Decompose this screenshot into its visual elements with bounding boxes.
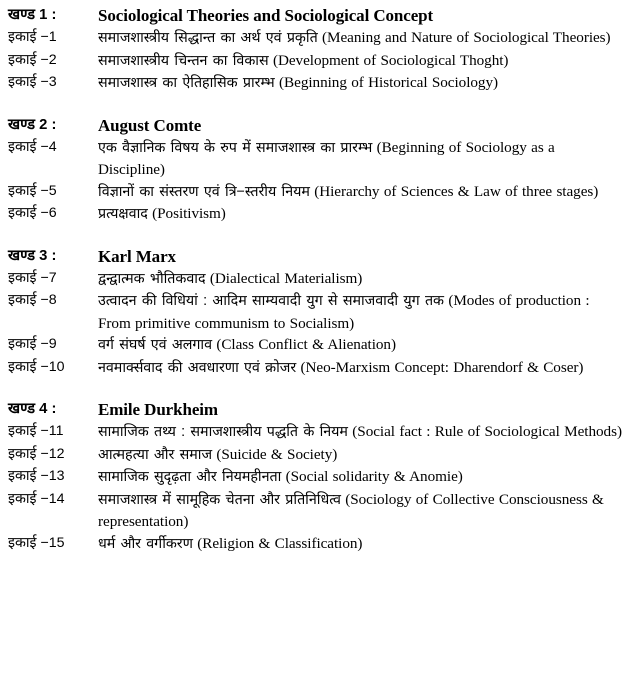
unit-label xyxy=(8,50,98,72)
unit-content xyxy=(98,268,626,291)
unit-title-english: (Positivism) xyxy=(152,205,226,222)
unit-content xyxy=(98,50,626,73)
unit-title-hindi: सामाजिक तथ्य : समाजशास्त्रीय पद्धति के नियम xyxy=(98,424,348,440)
unit-title-english: (Beginning of Sociology as a Discipline) xyxy=(98,138,555,178)
unit-label xyxy=(8,290,98,312)
unit-row xyxy=(8,466,626,489)
unit-title-hindi: विज्ञानों का संस्तरण एवं त्रि−स्तरीय नियम xyxy=(98,183,310,200)
unit-label xyxy=(8,72,98,94)
block-label-text: खण्ड 1 : xyxy=(8,7,57,23)
block-label xyxy=(8,398,98,421)
syllabus-block-list xyxy=(8,4,626,555)
unit-row xyxy=(8,137,626,181)
unit-label-text: इकाई −14 xyxy=(8,490,65,507)
syllabus-block xyxy=(8,398,626,555)
unit-label xyxy=(8,334,98,356)
unit-title-hindi: वर्ग संघर्ष एवं अलगाव xyxy=(98,337,212,353)
unit-title-english: (Hierarchy of Sciences & Law of three stages) xyxy=(314,182,599,200)
unit-row xyxy=(8,268,626,291)
unit-title-english: (Social fact : Rule of Sociological Methods) xyxy=(352,423,622,440)
block-title: August Comte xyxy=(98,115,202,135)
unit-label xyxy=(8,203,98,225)
syllabus-block xyxy=(8,245,626,380)
unit-label-text: इकाई −6 xyxy=(8,205,57,221)
unit-row xyxy=(8,181,626,204)
unit-row xyxy=(8,203,626,226)
unit-label xyxy=(8,268,98,290)
block-title: Sociological Theories and Sociological Concept xyxy=(98,6,434,25)
unit-title-hindi: उत्वादन की विधियां : आदिम साम्यवादी युग से समाजवादी युग तक xyxy=(98,293,444,309)
unit-label-text: इकाई −11 xyxy=(8,423,64,439)
unit-title-hindi: आत्महत्या और समाज xyxy=(98,446,213,463)
unit-label xyxy=(8,421,98,443)
unit-content xyxy=(98,290,626,334)
unit-title-english: (Modes of production : From primitive communism to Socialism) xyxy=(98,292,590,332)
unit-title-english: (Neo-Marxism Concept: Dharendorf & Coser) xyxy=(300,358,584,376)
block-label-text: खण्ड 4 : xyxy=(8,401,57,417)
unit-title-english: (Meaning and Nature of Sociological Theories) xyxy=(322,29,611,46)
block-label-text: खण्ड 3 : xyxy=(8,247,57,264)
block-label xyxy=(8,245,98,268)
unit-label-text: इकाई −3 xyxy=(8,74,57,90)
unit-title-english: (Beginning of Historical Sociology) xyxy=(279,74,499,91)
unit-label xyxy=(8,137,98,159)
block-label xyxy=(8,4,98,27)
unit-title-english: (Sociology of Collective Consciousness & representation) xyxy=(98,490,604,530)
unit-content xyxy=(98,421,626,444)
unit-title-hindi: नवमार्क्सवाद की अवधारणा एवं क्रोजर xyxy=(98,359,297,376)
unit-label xyxy=(8,357,98,379)
syllabus-block xyxy=(8,4,626,95)
block-heading-row xyxy=(8,398,626,421)
unit-label-text: इकाई −5 xyxy=(8,182,57,199)
unit-title-hindi: समाजशास्त्रीय सिद्धान्त का अर्थ एवं प्रकृति xyxy=(98,30,318,46)
unit-label-text: इकाई −15 xyxy=(8,534,65,551)
unit-label xyxy=(8,181,98,203)
unit-row xyxy=(8,50,626,73)
unit-title-hindi: धर्म और वर्गीकरण xyxy=(98,535,193,552)
unit-label xyxy=(8,27,98,49)
block-heading-row xyxy=(8,114,626,137)
unit-title-hindi: सामाजिक सुदृढ़ता और नियमहीनता xyxy=(98,469,282,485)
unit-row xyxy=(8,72,626,95)
block-title: Karl Marx xyxy=(98,246,176,266)
unit-label xyxy=(8,533,98,555)
syllabus-block xyxy=(8,114,626,226)
unit-title-english: (Religion & Classification) xyxy=(197,534,363,552)
unit-row xyxy=(8,290,626,334)
unit-title-hindi: एक वैज्ञानिक विषय के रुप में समाजशास्त्र का प्रारम्भ xyxy=(98,139,373,156)
unit-row xyxy=(8,533,626,556)
unit-content xyxy=(98,181,626,204)
unit-label-text: इकाई −8 xyxy=(8,292,57,308)
block-label xyxy=(8,114,98,137)
unit-content xyxy=(98,203,626,226)
unit-label xyxy=(8,489,98,511)
unit-title-hindi: प्रत्यक्षवाद xyxy=(98,206,148,222)
unit-content xyxy=(98,466,626,489)
unit-title-hindi: समाजशास्त्र का ऐतिहासिक प्रारम्भ xyxy=(98,75,275,91)
unit-row xyxy=(8,444,626,467)
unit-row xyxy=(8,357,626,380)
unit-label-text: इकाई −7 xyxy=(8,269,57,286)
unit-content xyxy=(98,533,626,556)
unit-title-english: (Dialectical Materialism) xyxy=(209,269,363,287)
unit-label xyxy=(8,466,98,488)
block-heading-row xyxy=(8,4,626,27)
unit-label-text: इकाई −10 xyxy=(8,358,65,375)
unit-content xyxy=(98,357,626,380)
unit-content xyxy=(98,334,626,357)
unit-content xyxy=(98,27,626,50)
unit-title-english: (Suicide & Society) xyxy=(216,445,338,463)
unit-content xyxy=(98,137,626,181)
unit-row xyxy=(8,27,626,50)
unit-row xyxy=(8,489,626,533)
unit-content xyxy=(98,444,626,467)
unit-title-english: (Development of Sociological Thoght) xyxy=(272,51,509,69)
unit-title-hindi: समाजशास्त्रीय चिन्तन का विकास xyxy=(98,52,269,69)
unit-label xyxy=(8,444,98,466)
block-label-text: खण्ड 2 : xyxy=(8,116,57,133)
unit-row xyxy=(8,334,626,357)
unit-label-text: इकाई −1 xyxy=(8,29,57,45)
unit-label-text: इकाई −2 xyxy=(8,51,57,68)
unit-title-hindi: समाजशास्त्र में सामूहिक चेतना और प्रतिनिधित्व xyxy=(98,491,341,508)
unit-row xyxy=(8,421,626,444)
unit-label-text: इकाई −4 xyxy=(8,138,57,155)
unit-label-text: इकाई −12 xyxy=(8,445,65,462)
unit-label-text: इकाई −13 xyxy=(8,468,65,484)
unit-content xyxy=(98,489,626,533)
unit-title-english: (Social solidarity & Anomie) xyxy=(285,468,463,485)
unit-content xyxy=(98,72,626,95)
unit-title-hindi: द्वन्द्वात्मक भौतिकवाद xyxy=(98,270,206,287)
block-heading-row xyxy=(8,245,626,268)
unit-label-text: इकाई −9 xyxy=(8,336,57,352)
block-title: Emile Durkheim xyxy=(98,400,218,419)
unit-title-english: (Class Conflict & Alienation) xyxy=(216,336,396,353)
